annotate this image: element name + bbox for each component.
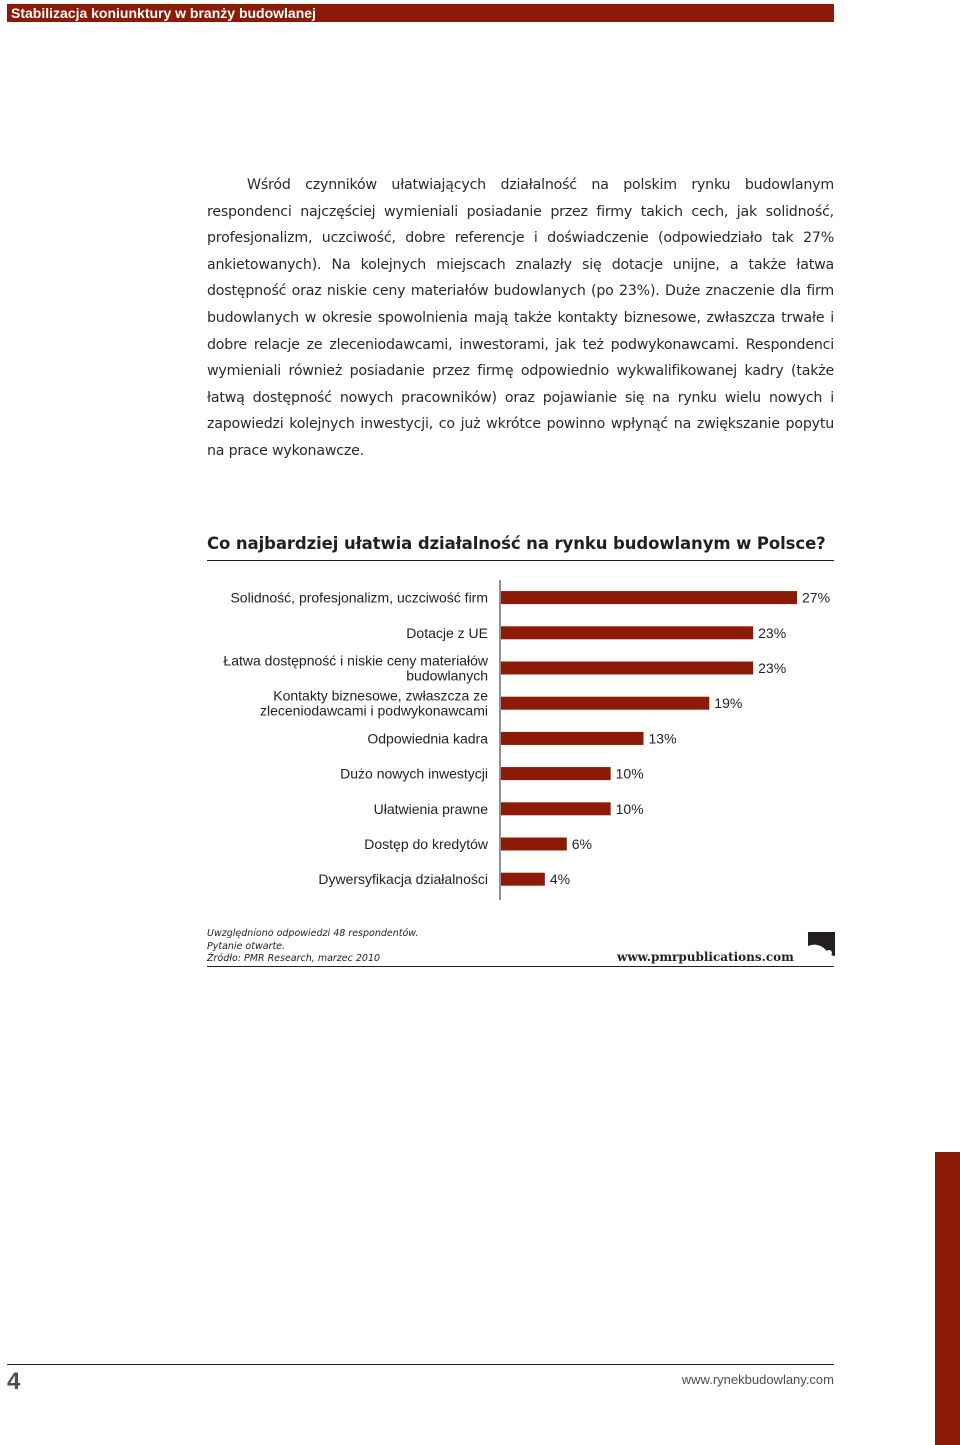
chart-category-label: Dużo nowych inwestycji [340,765,488,782]
chart-bar [501,591,797,604]
chart-value-label: 10% [615,765,644,782]
running-header: Stabilizacja koniunktury w branży budowlanej [7,4,834,22]
notes-divider [207,966,834,967]
chart-value-label: 23% [758,660,787,676]
chart-bar [501,662,753,675]
chart-value-label: 4% [549,871,571,888]
article-paragraph: Wśród czynników ułatwiających działalność na polskim rynku budowlanym respondenci najczęściej wymieniali posiadanie przez firmy takich cech, jak solidność, profesjonalizm, uczciwość, dobre referencje i doświadczenie (odpowiedziało tak 27% ankietowanych). Na kolejnych miejscach znalazły się dotacje unijne, a także łatwa dostępność oraz niskie ceny materiałów budowlanych (po 23%). Duże znaczenie dla firm budowlanych w okresie spowolnienia mają także kontakty biznesowe, zwłaszcza trwałe i dobre relacje ze zleceniodawcami, inwestorami, jak też podwykonawcami. Respondenci wymieniali również posiadanie przez firmę odpowiednio wykwalifikowanej kadry (także łatwą dostępność nowych pracowników) oraz pojawianie się na rynku wielu nowych i zapowiedzi kolejnych inwestycji, co już wkrótce powinno wpłynąć na zwiększanie popytu na prace wykonawcze. [207,177,834,459]
chart-category-label: Dywersyfikacja działalności [318,871,488,888]
chart-category-label: Solidność, profesjonalizm, uczciwość firm [230,589,488,606]
chart-category-label: Ułatwienia prawne [373,800,488,817]
chart-category-label: Łatwa dostępność i niskie ceny materiałów budowlanych [223,652,488,684]
chart-category-label: Dotacje z UE [406,624,488,641]
note-respondents: Uwzględniono odpowiedzi 48 respondentów. [207,928,419,939]
footer-divider [7,1364,834,1365]
page-number: 4 [7,1368,21,1395]
chart-notes [207,928,418,966]
chart-bar [501,802,611,815]
bar-chart [0,570,960,900]
chart-value-label: 19% [714,695,743,712]
footer-url: www.rynekbudowlany.com [681,1372,834,1387]
note-question-type: Pytanie otwarte. [207,940,286,952]
pmr-url: www.pmrpublications.com [617,950,794,964]
pmr-logo-icon [808,932,835,962]
chart-category-label: Kontakty biznesowe, zwłaszcza ze zleceniodawcami i podwykonawcami [260,687,488,719]
chart-value-label: 23% [758,624,787,641]
chart-value-label: 10% [615,800,644,817]
note-source: Źródło: PMR Research, marzec 2010 [207,953,381,964]
chart-title-divider [207,560,834,561]
chart-bar [501,732,644,745]
chart-bar [501,626,753,639]
chart-bar [501,767,611,780]
chart-bar [501,873,545,886]
chart-bar [501,838,567,851]
chart-value-label: 13% [648,730,677,747]
chart-category-label: Odpowiednia kadra [367,730,488,747]
chart-value-label: 6% [571,836,593,852]
chart-category-label: Dostęp do kredytów [364,836,488,852]
chart-title: Co najbardziej ułatwia działalność na rynku budowlanym w Polsce? [207,534,826,553]
chart-value-label: 27% [802,589,831,606]
side-color-bar [935,1152,960,1445]
chart-bar [501,697,709,710]
